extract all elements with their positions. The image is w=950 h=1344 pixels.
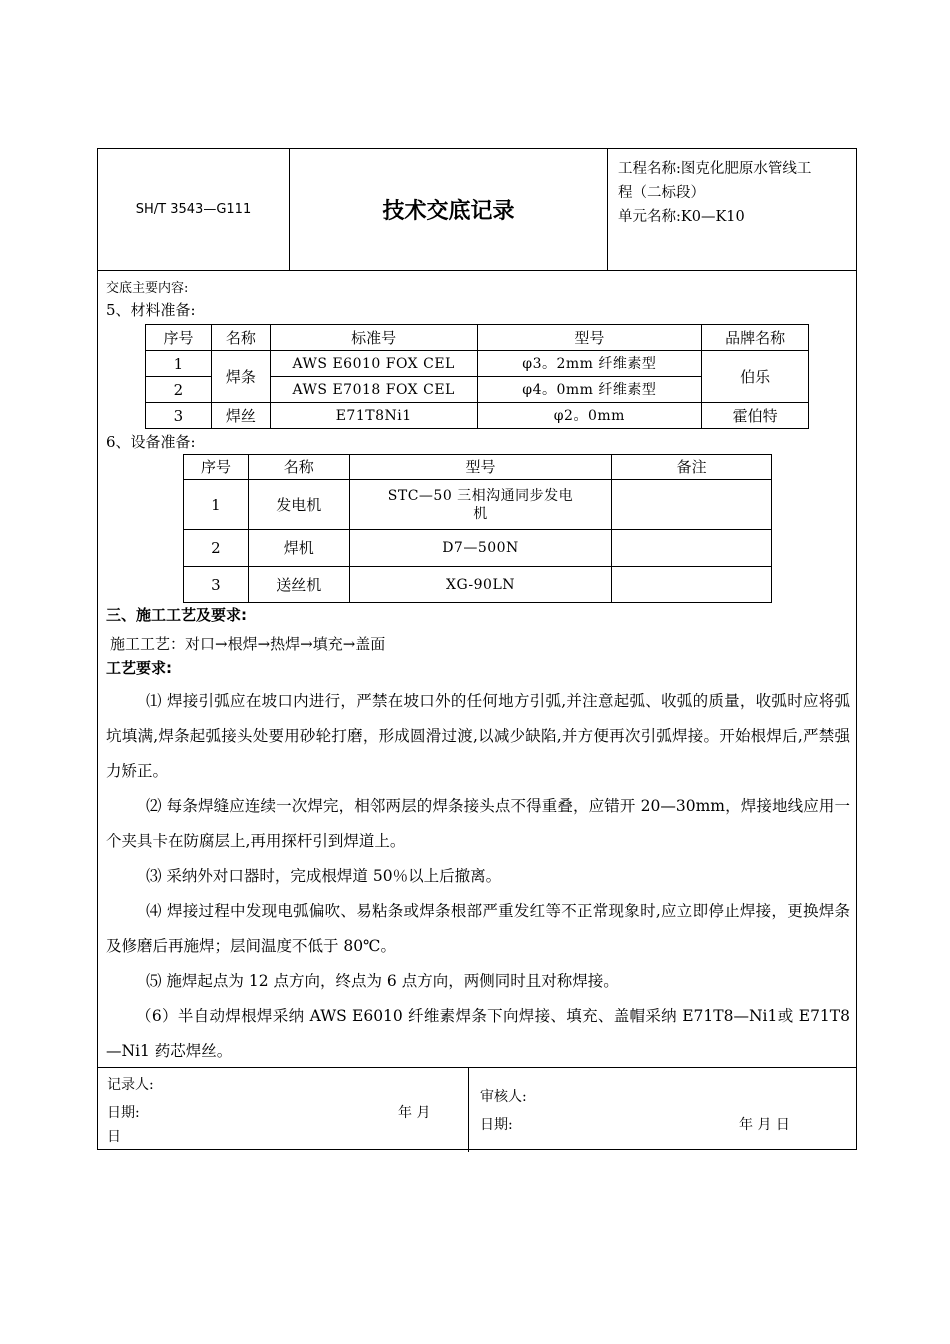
requirement-paragraph: ⑴ 焊接引弧应在坡口内进行，严禁在坡口外的任何地方引弧,并注意起弧、收弧的质量，收弧时应将弧坑填满,焊条起弧接头处要用砂轮打磨，形成圆滑过渡,以减少缺陷,并方便再次引弧焊接。开始根焊后,严禁强力矫正。 [106,692,850,780]
col-header: 标准号 [270,325,477,351]
equipment-model [349,480,612,530]
section3-heading: 三、施工工艺及要求: [106,606,247,624]
equipment-name: 发电机 [248,480,349,530]
table-row [146,403,809,429]
table-row [184,530,772,567]
model: φ2。0mm [477,403,702,429]
col-header: 型号 [477,325,702,351]
equipment-note [612,567,772,603]
materials-heading: 5、材料准备: [106,301,196,319]
material-name: 焊条 [211,351,270,403]
col-header: 序号 [146,325,212,351]
intro-label: 交底主要内容: [106,281,189,296]
requirement-paragraph: ⑵ 每条焊缝应连续一次焊完，相邻两层的焊条接头点不得重叠，应错开 20—30mm，焊接地线应用一个夹具卡在防腐层上,再用探杆引到焊道上。 [106,797,850,850]
review-date-ymd: 年 月 日 [739,1117,790,1133]
row-number: 2 [184,530,249,567]
equipment-model: XG-90LN [349,567,612,603]
table-row [184,567,772,603]
col-header: 品牌名称 [702,325,809,351]
row-number: 3 [184,567,249,603]
materials-table [145,324,809,429]
equipment-name: 焊机 [248,530,349,567]
col-header: 备注 [612,455,772,480]
requirement-paragraph: ⑶ 采纳外对口器时，完成根焊道 50％以上后撤离。 [146,867,502,885]
materials-header-row [146,325,809,351]
equipment-name: 送丝机 [248,567,349,603]
model-line: 机 [473,505,488,522]
model: φ4。0mm 纤维素型 [477,377,702,403]
equipment-heading: 6、设备准备: [106,433,196,451]
project-name-line1: 工程名称:图克化肥原水管线工 [618,161,812,177]
col-header: 名称 [248,455,349,480]
standard-number: AWS E7018 FOX CEL [270,377,477,403]
row-number: 3 [146,403,212,429]
equipment-table [183,454,772,603]
reviewer-cell [469,1068,858,1152]
table-row [184,480,772,530]
row-number: 1 [146,351,212,377]
unit-name: 单元名称:K0—K10 [618,209,745,225]
record-date-label: 日期: [107,1105,140,1121]
standard-code: SH/T 3543—G111 [98,149,290,270]
requirement-paragraph: （6）半自动焊根焊采纳 AWS E6010 纤维素焊条下向焊接、填充、盖帽采纳 E71T8—Ni1或 E71T8—Ni1 药芯焊丝。 [106,1007,850,1060]
requirement-paragraph: ⑸ 施焊起点为 12 点方向，终点为 6 点方向，两侧同时且对称焊接。 [146,972,619,990]
content-body [98,270,856,1067]
header-row [98,149,856,271]
model-line: STC—50 三相沟通同步发电 [387,487,574,504]
col-header: 名称 [211,325,270,351]
equipment-note [612,530,772,567]
standard-number: E71T8Ni1 [270,403,477,429]
col-header: 序号 [184,455,249,480]
col-header: 型号 [349,455,612,480]
material-name: 焊丝 [211,403,270,429]
document-title: 技术交底记录 [290,149,608,270]
review-date-label: 日期: [480,1117,513,1133]
reviewer-label: 审核人: [480,1089,527,1105]
project-info [608,149,858,270]
requirement-paragraph: ⑷ 焊接过程中发现电弧偏吹、易粘条或焊条根部严重发红等不正常现象时,应立即停止焊接，更换焊条及修磨后再施焊；层间温度不低于 80℃。 [106,902,850,955]
row-number: 1 [184,480,249,530]
brand-name: 伯乐 [702,351,809,403]
equipment-note [612,480,772,530]
equipment-header-row [184,455,772,480]
recorder-cell [98,1068,469,1152]
record-date-day: 日 [107,1129,121,1145]
standard-number: AWS E6010 FOX CEL [270,351,477,377]
signature-row [98,1067,856,1152]
record-sheet [97,148,857,1150]
row-number: 2 [146,377,212,403]
requirements-heading: 工艺要求: [106,659,172,677]
table-row [146,351,809,377]
model: φ3。2mm 纤维素型 [477,351,702,377]
equipment-model: D7—500N [349,530,612,567]
recorder-label: 记录人: [107,1077,154,1093]
process-flow: 施工工艺：对口→根焊→热焊→填充→盖面 [110,635,386,653]
project-name-line2: 程（二标段） [618,185,705,201]
record-date-year-month: 年 月 [398,1105,431,1121]
brand-name: 霍伯特 [702,403,809,429]
